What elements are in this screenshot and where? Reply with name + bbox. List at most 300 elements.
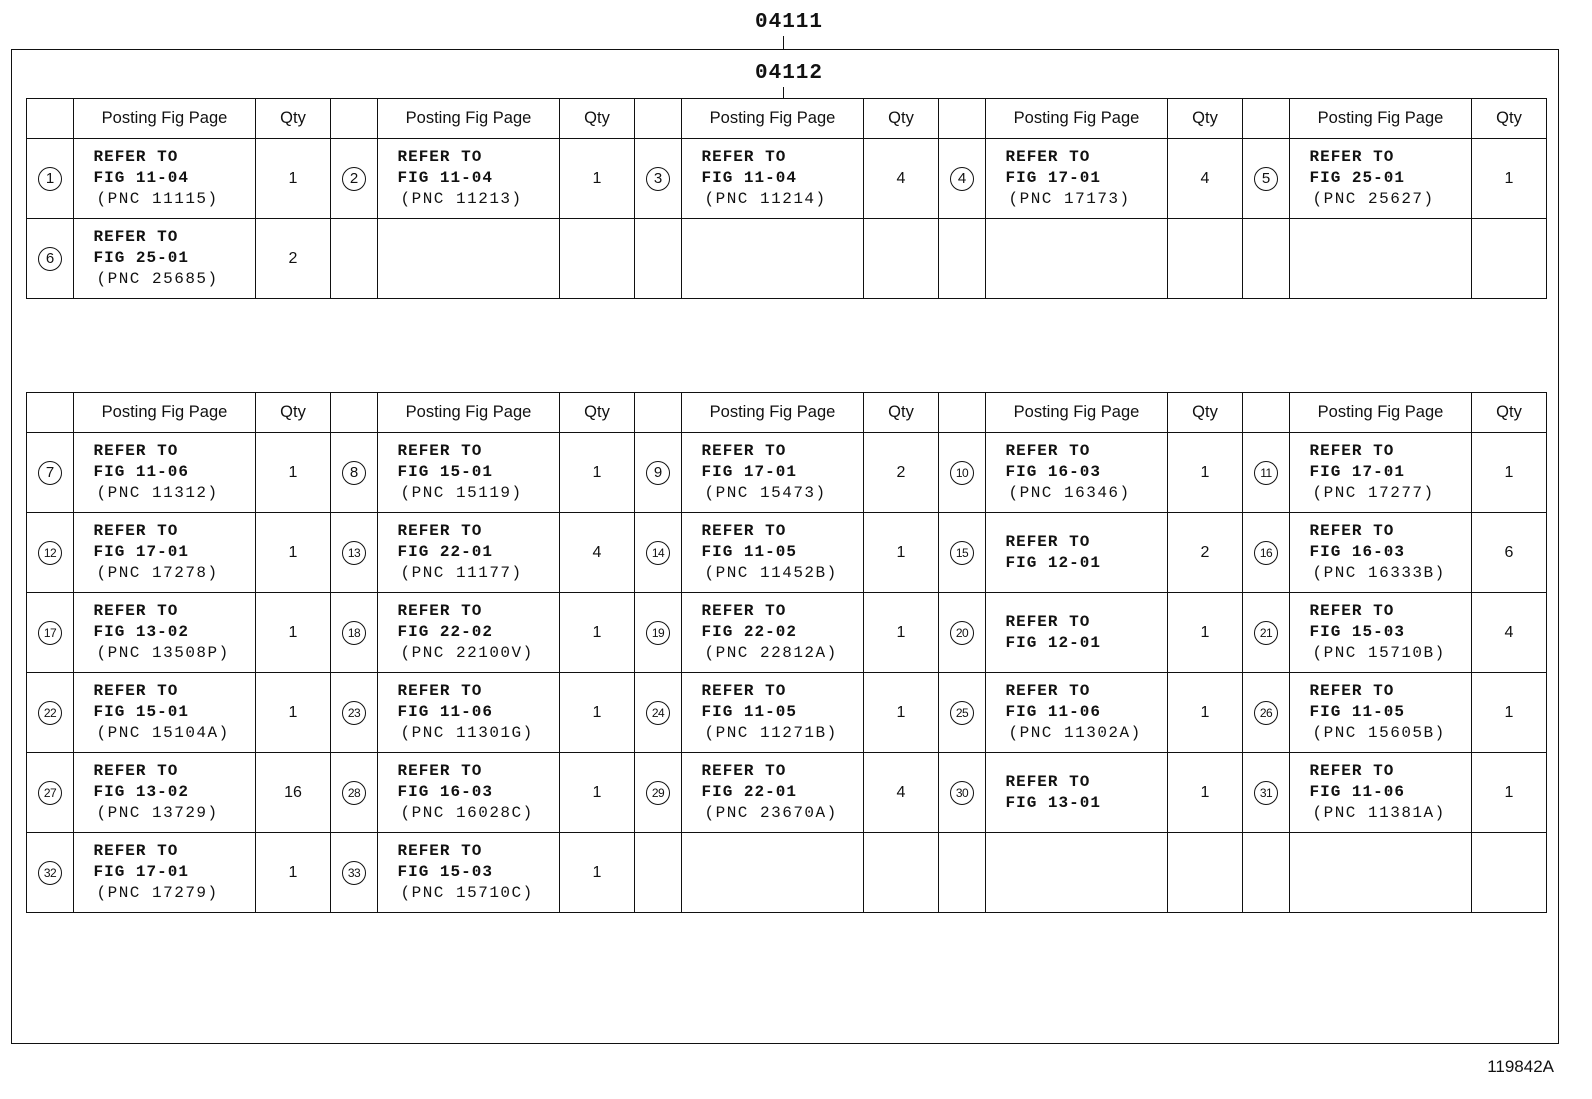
qty-value: 1 <box>288 863 298 881</box>
header-qty: Qty <box>256 99 331 139</box>
table-header-row <box>27 393 1547 433</box>
header-qty: Qty <box>864 393 939 433</box>
fig-reference: FIG 22-02 <box>701 623 797 641</box>
pnc-reference: (PNC 15104A) <box>96 724 230 742</box>
header-fig-page: Posting Fig Page <box>378 99 560 139</box>
header-num-cell <box>1243 99 1290 139</box>
item-number-cell <box>27 673 74 753</box>
item-qty-cell <box>256 513 331 593</box>
item-reference-cell <box>74 139 256 219</box>
item-qty-cell <box>1472 833 1547 913</box>
item-reference-cell <box>682 833 864 913</box>
reference-text <box>398 601 548 664</box>
refer-to-label: REFER TO <box>93 522 179 540</box>
item-qty-cell <box>256 139 331 219</box>
fig-reference: FIG 17-01 <box>1309 463 1405 481</box>
item-number-badge: 8 <box>342 461 366 485</box>
refer-to-label: REFER TO <box>93 842 179 860</box>
item-reference-cell <box>986 219 1168 299</box>
item-reference-cell <box>682 139 864 219</box>
item-number-badge: 29 <box>646 781 670 805</box>
table-header-row <box>27 99 1547 139</box>
item-number-cell <box>331 833 378 913</box>
item-number-badge: 7 <box>38 461 62 485</box>
reference-text <box>1310 681 1460 744</box>
item-qty-cell <box>864 753 939 833</box>
pnc-reference: (PNC 16333B) <box>1312 564 1446 582</box>
item-number-badge: 20 <box>950 621 974 645</box>
item-number-badge: 26 <box>1254 701 1278 725</box>
item-number-cell <box>939 753 986 833</box>
reference-text <box>94 601 244 664</box>
qty-value: 1 <box>1504 169 1514 187</box>
pnc-reference: (PNC 11381A) <box>1312 804 1446 822</box>
item-reference-cell <box>1290 433 1472 513</box>
header-fig-page: Posting Fig Page <box>682 99 864 139</box>
pnc-reference: (PNC 16346) <box>1008 484 1131 502</box>
fig-reference: FIG 17-01 <box>1005 169 1101 187</box>
fig-reference: FIG 15-01 <box>93 703 189 721</box>
item-qty-cell <box>1472 433 1547 513</box>
item-reference-cell <box>986 593 1168 673</box>
item-qty-cell <box>1472 219 1547 299</box>
table-row <box>27 593 1547 673</box>
pnc-reference: (PNC 15605B) <box>1312 724 1446 742</box>
item-qty-cell <box>1168 593 1243 673</box>
pnc-reference: (PNC 22812A) <box>704 644 838 662</box>
qty-value: 1 <box>592 169 602 187</box>
item-number-cell <box>1243 139 1290 219</box>
item-number-cell <box>1243 219 1290 299</box>
item-number-cell <box>27 433 74 513</box>
reference-text <box>1006 441 1156 504</box>
qty-value: 1 <box>592 863 602 881</box>
reference-text <box>702 761 852 824</box>
fig-reference: FIG 25-01 <box>93 249 189 267</box>
item-qty-cell <box>256 833 331 913</box>
illustration-id: 119842A <box>1487 1057 1554 1076</box>
item-number-cell <box>27 139 74 219</box>
refer-to-label: REFER TO <box>1005 612 1091 631</box>
refer-to-label: REFER TO <box>93 682 179 700</box>
refer-to-label: REFER TO <box>397 148 483 166</box>
item-number-cell <box>635 513 682 593</box>
header-num-cell <box>635 99 682 139</box>
qty-value: 1 <box>1200 623 1210 641</box>
reference-text <box>1006 147 1156 210</box>
header-num-cell <box>939 393 986 433</box>
qty-value: 1 <box>896 703 906 721</box>
item-number-badge: 28 <box>342 781 366 805</box>
refer-to-label: REFER TO <box>1005 682 1091 700</box>
header-qty: Qty <box>256 393 331 433</box>
item-number-cell <box>635 833 682 913</box>
fig-reference: FIG 17-01 <box>93 863 189 881</box>
item-qty-cell <box>256 673 331 753</box>
item-qty-cell <box>560 433 635 513</box>
item-qty-cell <box>256 593 331 673</box>
item-number-badge: 18 <box>342 621 366 645</box>
refer-to-label: REFER TO <box>397 682 483 700</box>
item-number-cell <box>635 219 682 299</box>
refer-to-label: REFER TO <box>1005 442 1091 460</box>
item-reference-cell <box>1290 673 1472 753</box>
qty-value: 1 <box>592 623 602 641</box>
item-number-badge: 9 <box>646 461 670 485</box>
reference-text <box>1006 772 1156 814</box>
item-reference-cell <box>986 753 1168 833</box>
reference-text <box>702 147 852 210</box>
refer-to-label: REFER TO <box>701 602 787 620</box>
item-reference-cell <box>1290 513 1472 593</box>
refer-to-label: REFER TO <box>701 762 787 780</box>
item-number-badge: 23 <box>342 701 366 725</box>
item-qty-cell <box>1472 139 1547 219</box>
item-qty-cell <box>864 673 939 753</box>
pnc-reference: (PNC 17279) <box>96 884 219 902</box>
header-num-cell <box>1243 393 1290 433</box>
pnc-reference: (PNC 16028C) <box>400 804 534 822</box>
header-num-cell <box>27 99 74 139</box>
item-reference-cell <box>378 433 560 513</box>
reference-text <box>94 681 244 744</box>
fig-reference: FIG 17-01 <box>93 543 189 561</box>
qty-value: 1 <box>288 169 298 187</box>
pnc-reference: (PNC 11115) <box>96 190 219 208</box>
item-number-cell <box>331 753 378 833</box>
item-number-badge: 19 <box>646 621 670 645</box>
refer-to-label: REFER TO <box>701 522 787 540</box>
reference-text <box>94 227 244 290</box>
item-number-badge: 4 <box>950 167 974 191</box>
reference-text <box>94 841 244 904</box>
item-qty-cell <box>560 139 635 219</box>
item-reference-cell <box>682 513 864 593</box>
qty-value: 1 <box>896 623 906 641</box>
item-reference-cell <box>1290 139 1472 219</box>
qty-value: 2 <box>896 463 906 481</box>
item-reference-cell <box>378 593 560 673</box>
item-number-badge: 5 <box>1254 167 1278 191</box>
item-number-badge: 21 <box>1254 621 1278 645</box>
item-qty-cell <box>864 593 939 673</box>
reference-text <box>702 521 852 584</box>
parts-table-bottom <box>26 392 1547 913</box>
item-reference-cell <box>74 833 256 913</box>
pnc-reference: (PNC 11302A) <box>1008 724 1142 742</box>
item-qty-cell <box>1168 139 1243 219</box>
item-qty-cell <box>864 219 939 299</box>
header-num-cell <box>331 99 378 139</box>
header-fig-page: Posting Fig Page <box>1290 99 1472 139</box>
pnc-reference: (PNC 17173) <box>1008 190 1131 208</box>
item-reference-cell <box>378 673 560 753</box>
reference-text <box>1310 521 1460 584</box>
item-number-cell <box>1243 433 1290 513</box>
item-qty-cell <box>560 593 635 673</box>
pnc-reference: (PNC 11301G) <box>400 724 534 742</box>
item-qty-cell <box>256 753 331 833</box>
fig-reference: FIG 12-01 <box>1005 553 1101 572</box>
item-qty-cell <box>1168 673 1243 753</box>
refer-to-label: REFER TO <box>93 442 179 460</box>
header-qty: Qty <box>1168 99 1243 139</box>
item-qty-cell <box>1168 433 1243 513</box>
qty-value: 4 <box>896 783 906 801</box>
table-row <box>27 753 1547 833</box>
pnc-reference: (PNC 13508P) <box>96 644 230 662</box>
item-qty-cell <box>1168 513 1243 593</box>
header-fig-page: Posting Fig Page <box>1290 393 1472 433</box>
item-qty-cell <box>1168 219 1243 299</box>
inner-part-code: 04112 <box>755 62 824 85</box>
pnc-reference: (PNC 22100V) <box>400 644 534 662</box>
item-number-cell <box>27 833 74 913</box>
item-qty-cell <box>864 833 939 913</box>
item-number-cell <box>939 433 986 513</box>
item-reference-cell <box>74 673 256 753</box>
reference-text <box>94 761 244 824</box>
header-qty: Qty <box>1168 393 1243 433</box>
reference-text <box>1006 681 1156 744</box>
qty-value: 6 <box>1504 543 1514 561</box>
item-number-cell <box>635 593 682 673</box>
reference-text <box>1310 601 1460 664</box>
outer-part-code: 04111 <box>755 11 824 34</box>
item-qty-cell <box>560 673 635 753</box>
item-number-cell <box>635 753 682 833</box>
pnc-reference: (PNC 11271B) <box>704 724 838 742</box>
qty-value: 1 <box>1200 703 1210 721</box>
item-qty-cell <box>1472 593 1547 673</box>
item-qty-cell <box>560 513 635 593</box>
refer-to-label: REFER TO <box>1309 762 1395 780</box>
fig-reference: FIG 22-02 <box>397 623 493 641</box>
item-number-cell <box>331 513 378 593</box>
refer-to-label: REFER TO <box>1005 532 1091 551</box>
header-num-cell <box>635 393 682 433</box>
item-reference-cell <box>74 593 256 673</box>
reference-text <box>398 761 548 824</box>
refer-to-label: REFER TO <box>397 522 483 540</box>
refer-to-label: REFER TO <box>397 442 483 460</box>
item-number-cell <box>939 139 986 219</box>
pnc-reference: (PNC 11214) <box>704 190 827 208</box>
header-num-cell <box>27 393 74 433</box>
refer-to-label: REFER TO <box>397 762 483 780</box>
item-number-cell <box>27 753 74 833</box>
item-number-cell <box>331 139 378 219</box>
refer-to-label: REFER TO <box>93 228 179 246</box>
item-number-badge: 15 <box>950 541 974 565</box>
item-number-badge: 30 <box>950 781 974 805</box>
pnc-reference: (PNC 15119) <box>400 484 523 502</box>
refer-to-label: REFER TO <box>1309 602 1395 620</box>
qty-value: 4 <box>1200 169 1210 187</box>
refer-to-label: REFER TO <box>397 842 483 860</box>
item-qty-cell <box>560 833 635 913</box>
qty-value: 4 <box>1504 623 1514 641</box>
item-reference-cell <box>74 513 256 593</box>
pnc-reference: (PNC 11177) <box>400 564 523 582</box>
pnc-reference: (PNC 25685) <box>96 270 219 288</box>
fig-reference: FIG 15-01 <box>397 463 493 481</box>
item-reference-cell <box>682 219 864 299</box>
refer-to-label: REFER TO <box>701 682 787 700</box>
item-reference-cell <box>986 433 1168 513</box>
header-fig-page: Posting Fig Page <box>986 99 1168 139</box>
fig-reference: FIG 16-03 <box>397 783 493 801</box>
item-number-badge: 11 <box>1254 461 1278 485</box>
item-number-cell <box>331 219 378 299</box>
item-number-badge: 24 <box>646 701 670 725</box>
item-number-badge: 10 <box>950 461 974 485</box>
fig-reference: FIG 11-05 <box>701 543 797 561</box>
reference-text <box>1006 532 1156 574</box>
fig-reference: FIG 22-01 <box>701 783 797 801</box>
fig-reference: FIG 15-03 <box>397 863 493 881</box>
item-number-badge: 22 <box>38 701 62 725</box>
item-qty-cell <box>1472 753 1547 833</box>
pnc-reference: (PNC 13729) <box>96 804 219 822</box>
pnc-reference: (PNC 11452B) <box>704 564 838 582</box>
item-number-badge: 27 <box>38 781 62 805</box>
refer-to-label: REFER TO <box>397 602 483 620</box>
header-num-cell <box>331 393 378 433</box>
pnc-reference: (PNC 17278) <box>96 564 219 582</box>
item-reference-cell <box>986 513 1168 593</box>
item-qty-cell <box>256 219 331 299</box>
item-number-badge: 3 <box>646 167 670 191</box>
item-qty-cell <box>256 433 331 513</box>
reference-text <box>94 441 244 504</box>
qty-value: 1 <box>1504 463 1514 481</box>
item-reference-cell <box>986 833 1168 913</box>
item-number-cell <box>331 593 378 673</box>
item-reference-cell <box>378 139 560 219</box>
table-row <box>27 833 1547 913</box>
header-qty: Qty <box>560 393 635 433</box>
item-number-cell <box>1243 833 1290 913</box>
item-reference-cell <box>74 753 256 833</box>
qty-value: 1 <box>1200 463 1210 481</box>
qty-value: 1 <box>1504 783 1514 801</box>
item-reference-cell <box>1290 753 1472 833</box>
header-qty: Qty <box>1472 393 1547 433</box>
fig-reference: FIG 11-04 <box>701 169 797 187</box>
item-number-cell <box>939 513 986 593</box>
reference-text <box>1310 761 1460 824</box>
qty-value: 1 <box>592 783 602 801</box>
fig-reference: FIG 11-06 <box>1005 703 1101 721</box>
reference-text <box>94 521 244 584</box>
qty-value: 16 <box>284 783 302 801</box>
item-number-badge: 13 <box>342 541 366 565</box>
refer-to-label: REFER TO <box>701 148 787 166</box>
fig-reference: FIG 13-02 <box>93 783 189 801</box>
qty-value: 1 <box>288 543 298 561</box>
header-fig-page: Posting Fig Page <box>682 393 864 433</box>
qty-value: 2 <box>288 249 298 267</box>
item-number-badge: 2 <box>342 167 366 191</box>
fig-reference: FIG 11-04 <box>93 169 189 187</box>
qty-value: 4 <box>896 169 906 187</box>
item-reference-cell <box>1290 593 1472 673</box>
outer-code-leader <box>783 36 784 49</box>
pnc-reference: (PNC 15473) <box>704 484 827 502</box>
header-qty: Qty <box>1472 99 1547 139</box>
item-number-cell <box>635 139 682 219</box>
item-number-cell <box>635 433 682 513</box>
item-number-cell <box>27 219 74 299</box>
table-row <box>27 139 1547 219</box>
item-qty-cell <box>1472 513 1547 593</box>
item-reference-cell <box>986 139 1168 219</box>
item-qty-cell <box>1168 753 1243 833</box>
item-qty-cell <box>864 513 939 593</box>
item-number-cell <box>939 593 986 673</box>
item-number-cell <box>27 593 74 673</box>
item-number-badge: 33 <box>342 861 366 885</box>
pnc-reference: (PNC 11312) <box>96 484 219 502</box>
item-number-cell <box>1243 593 1290 673</box>
pnc-reference: (PNC 17277) <box>1312 484 1435 502</box>
qty-value: 1 <box>1504 703 1514 721</box>
table-row <box>27 513 1547 593</box>
fig-reference: FIG 11-05 <box>701 703 797 721</box>
reference-text <box>398 147 548 210</box>
item-number-badge: 16 <box>1254 541 1278 565</box>
item-number-badge: 1 <box>38 167 62 191</box>
reference-text <box>702 681 852 744</box>
refer-to-label: REFER TO <box>93 602 179 620</box>
header-fig-page: Posting Fig Page <box>74 393 256 433</box>
refer-to-label: REFER TO <box>1309 442 1395 460</box>
item-number-cell <box>27 513 74 593</box>
header-fig-page: Posting Fig Page <box>986 393 1168 433</box>
refer-to-label: REFER TO <box>701 442 787 460</box>
reference-text <box>398 681 548 744</box>
item-qty-cell <box>864 433 939 513</box>
item-number-cell <box>1243 753 1290 833</box>
item-reference-cell <box>378 219 560 299</box>
fig-reference: FIG 16-03 <box>1005 463 1101 481</box>
table-row <box>27 219 1547 299</box>
refer-to-label: REFER TO <box>1309 682 1395 700</box>
header-fig-page: Posting Fig Page <box>378 393 560 433</box>
fig-reference: FIG 13-02 <box>93 623 189 641</box>
item-number-badge: 31 <box>1254 781 1278 805</box>
fig-reference: FIG 25-01 <box>1309 169 1405 187</box>
item-number-badge: 14 <box>646 541 670 565</box>
fig-reference: FIG 11-06 <box>93 463 189 481</box>
reference-text <box>94 147 244 210</box>
fig-reference: FIG 12-01 <box>1005 633 1101 652</box>
item-number-cell <box>331 433 378 513</box>
item-qty-cell <box>560 219 635 299</box>
reference-text <box>398 441 548 504</box>
item-number-badge: 32 <box>38 861 62 885</box>
item-number-cell <box>1243 513 1290 593</box>
item-number-cell <box>635 673 682 753</box>
item-number-cell <box>1243 673 1290 753</box>
item-reference-cell <box>682 753 864 833</box>
refer-to-label: REFER TO <box>93 148 179 166</box>
item-number-cell <box>939 673 986 753</box>
item-qty-cell <box>560 753 635 833</box>
refer-to-label: REFER TO <box>1005 148 1091 166</box>
fig-reference: FIG 11-06 <box>397 703 493 721</box>
